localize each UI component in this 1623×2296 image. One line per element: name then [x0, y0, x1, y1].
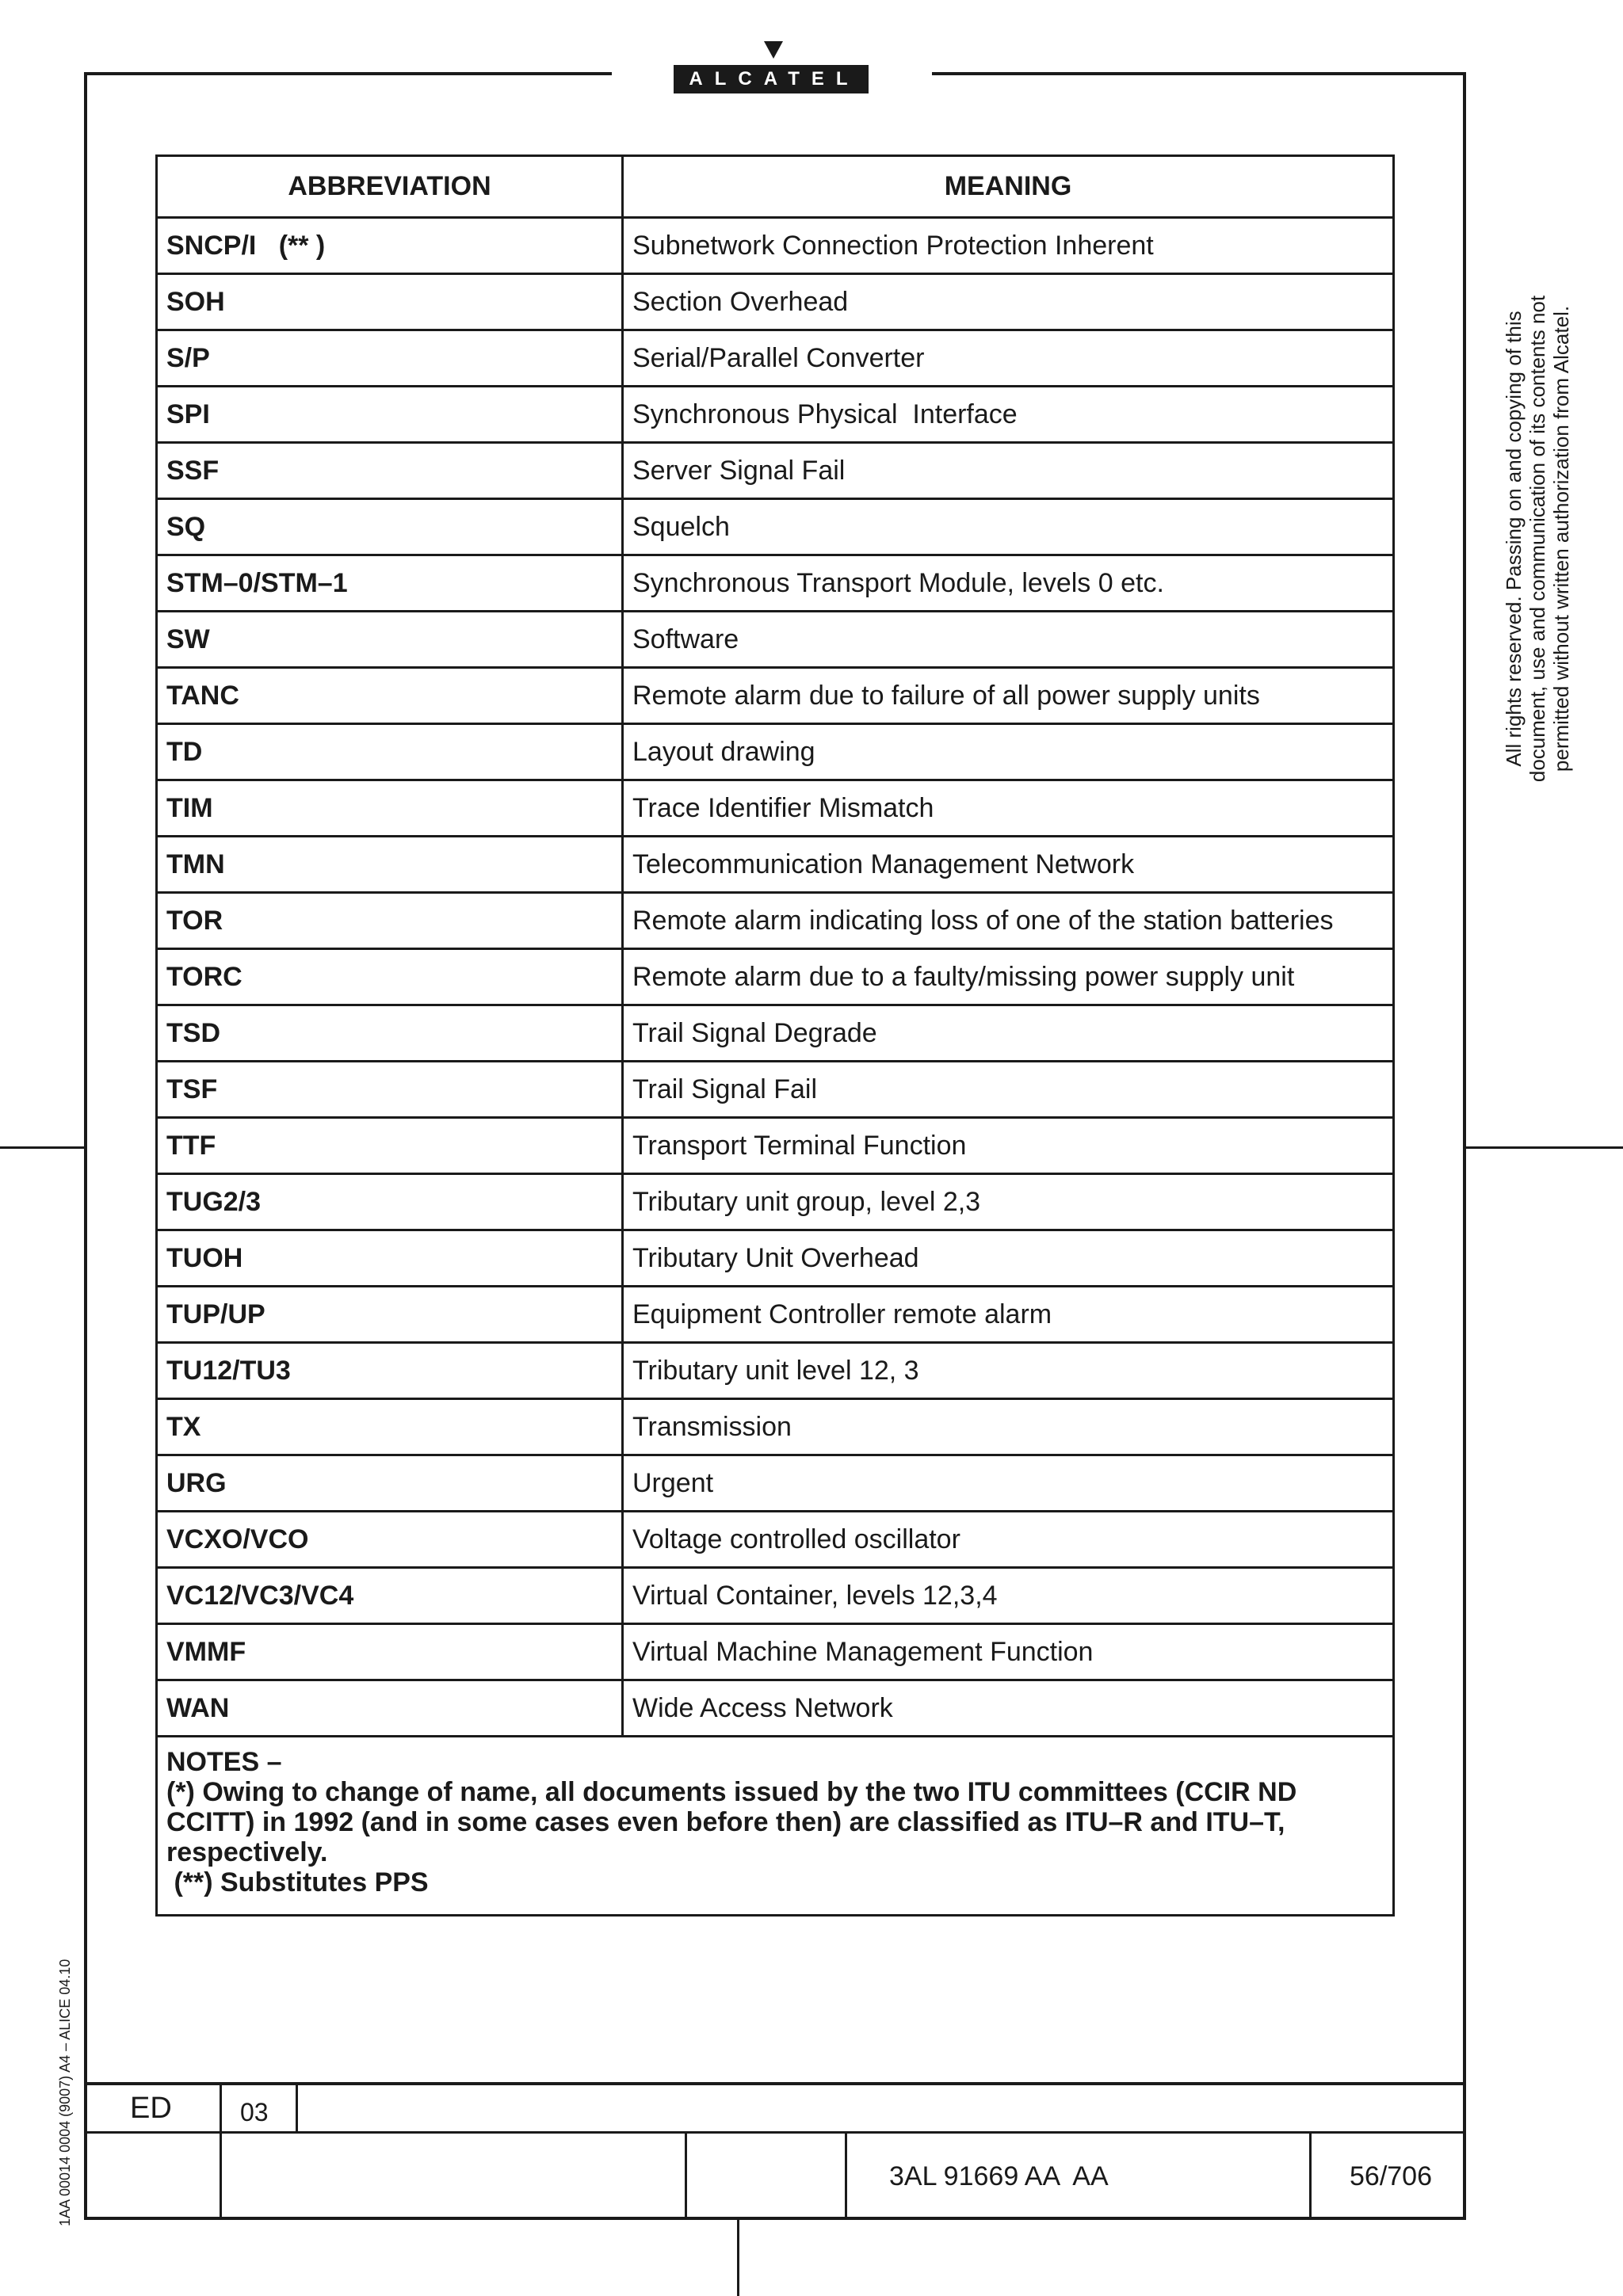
bottom-tick	[737, 2220, 739, 2296]
table-row	[157, 949, 1394, 1005]
edition-value: 03	[240, 2098, 269, 2126]
table-row	[157, 1680, 1394, 1737]
table-row	[157, 1005, 1394, 1062]
table-row	[157, 1287, 1394, 1343]
copyright-notice: All rights reserved. Passing on and copying of this document, use and communication of its contents not permitted without written authorization from Alcatel.	[1502, 295, 1573, 783]
form-code: 1AA 00014 0004 (9007) A4 – ALICE 04.10	[57, 1958, 73, 2226]
abbreviation-cell: SW	[157, 612, 623, 668]
abbreviation-cell: SNCP/I (** )	[157, 218, 623, 274]
frame-top-left	[84, 72, 612, 75]
abbreviation-cell: URG	[157, 1455, 623, 1512]
footer-col-4	[845, 2132, 847, 2218]
footer-top-rule	[84, 2082, 1466, 2085]
abbreviation-cell: TIM	[157, 780, 623, 837]
frame-top-right	[932, 72, 1466, 75]
table-row	[157, 499, 1394, 555]
abbreviation-cell: TSF	[157, 1062, 623, 1118]
meaning-cell: Transport Terminal Function	[623, 1118, 1394, 1174]
meaning-cell: Remote alarm due to a faulty/missing power supply unit	[623, 949, 1394, 1005]
abbreviation-cell: TTF	[157, 1118, 623, 1174]
note-pps: (**) Substitutes PPS	[166, 1867, 429, 1897]
meaning-cell: Remote alarm indicating loss of one of the station batteries	[623, 893, 1394, 949]
meaning-cell: Software	[623, 612, 1394, 668]
table-row	[157, 1174, 1394, 1230]
abbreviation-cell: WAN	[157, 1680, 623, 1737]
page-number: 56/706	[1350, 2161, 1432, 2191]
meaning-cell: Squelch	[623, 499, 1394, 555]
abbreviation-cell: TSD	[157, 1005, 623, 1062]
abbreviation-cell: SOH	[157, 274, 623, 330]
edition-label: ED	[130, 2092, 172, 2125]
table-row	[157, 724, 1394, 780]
meaning-cell: Virtual Machine Management Function	[623, 1624, 1394, 1680]
abbreviation-cell: TU12/TU3	[157, 1343, 623, 1399]
footer-col-3	[685, 2132, 687, 2218]
meaning-cell: Tributary unit group, level 2,3	[623, 1174, 1394, 1230]
table-row	[157, 893, 1394, 949]
table-row	[157, 555, 1394, 612]
abbreviation-cell: TMN	[157, 837, 623, 893]
notes-cell	[157, 1737, 1394, 1916]
table-row	[157, 780, 1394, 837]
footer-col-2	[296, 2084, 298, 2132]
meaning-cell: Trail Signal Degrade	[623, 1005, 1394, 1062]
meaning-cell: Remote alarm due to failure of all power supply units	[623, 668, 1394, 724]
meaning-cell: Tributary unit level 12, 3	[623, 1343, 1394, 1399]
header-meaning: MEANING	[623, 156, 1394, 218]
abbreviation-cell: SSF	[157, 443, 623, 499]
alcatel-logo: ALCATEL	[674, 65, 869, 93]
meaning-cell: Trail Signal Fail	[623, 1062, 1394, 1118]
meaning-cell: Subnetwork Connection Protection Inherent	[623, 218, 1394, 274]
table-row	[157, 274, 1394, 330]
meaning-cell: Voltage controlled oscillator	[623, 1512, 1394, 1568]
table-row	[157, 1399, 1394, 1455]
note-itu: (*) Owing to change of name, all documents issued by the two ITU committees (CCIR ND CCITT) in 1992 (and in some cases even before then) are classified as ITU–R and ITU–T, respectively.	[166, 1777, 1297, 1867]
table-row	[157, 1624, 1394, 1680]
meaning-cell: Synchronous Transport Module, levels 0 etc.	[623, 555, 1394, 612]
footer-col-5	[1309, 2132, 1312, 2218]
meaning-cell: Trace Identifier Mismatch	[623, 780, 1394, 837]
notes-heading: NOTES –	[166, 1747, 282, 1777]
abbreviation-cell: VC12/VC3/VC4	[157, 1568, 623, 1624]
table-row	[157, 668, 1394, 724]
fold-mark-left	[0, 1146, 84, 1149]
abbreviation-cell: SPI	[157, 387, 623, 443]
header-abbreviation: ABBREVIATION	[157, 156, 623, 218]
meaning-cell: Equipment Controller remote alarm	[623, 1287, 1394, 1343]
table-row	[157, 1230, 1394, 1287]
meaning-cell: Layout drawing	[623, 724, 1394, 780]
footer-mid-rule	[84, 2131, 1466, 2134]
logo-arrow-icon	[764, 41, 783, 59]
abbreviation-cell: STM–0/STM–1	[157, 555, 623, 612]
abbreviation-cell: TD	[157, 724, 623, 780]
frame-bottom	[84, 2217, 1466, 2220]
abbreviation-cell: SQ	[157, 499, 623, 555]
footer-col-1	[220, 2084, 222, 2218]
table-header-row	[157, 156, 1394, 218]
abbreviation-cell: TOR	[157, 893, 623, 949]
meaning-cell: Telecommunication Management Network	[623, 837, 1394, 893]
meaning-cell: Tributary Unit Overhead	[623, 1230, 1394, 1287]
table-row	[157, 1512, 1394, 1568]
table-row	[157, 612, 1394, 668]
meaning-cell: Server Signal Fail	[623, 443, 1394, 499]
meaning-cell: Synchronous Physical Interface	[623, 387, 1394, 443]
frame-left	[84, 72, 87, 2220]
table-row	[157, 218, 1394, 274]
meaning-cell: Section Overhead	[623, 274, 1394, 330]
table-row	[157, 1568, 1394, 1624]
abbreviation-cell: TANC	[157, 668, 623, 724]
table-row	[157, 1343, 1394, 1399]
abbreviation-cell: TUG2/3	[157, 1174, 623, 1230]
table-row	[157, 330, 1394, 387]
abbreviation-cell: TUOH	[157, 1230, 623, 1287]
table-row	[157, 1118, 1394, 1174]
abbreviation-cell: TUP/UP	[157, 1287, 623, 1343]
abbreviation-cell: S/P	[157, 330, 623, 387]
table-row	[157, 1455, 1394, 1512]
meaning-cell: Virtual Container, levels 12,3,4	[623, 1568, 1394, 1624]
table-row	[157, 387, 1394, 443]
abbreviation-cell: TX	[157, 1399, 623, 1455]
document-number: 3AL 91669 AA AA	[889, 2161, 1109, 2191]
abbreviation-cell: VMMF	[157, 1624, 623, 1680]
meaning-cell: Serial/Parallel Converter	[623, 330, 1394, 387]
meaning-cell: Wide Access Network	[623, 1680, 1394, 1737]
meaning-cell: Urgent	[623, 1455, 1394, 1512]
meaning-cell: Transmission	[623, 1399, 1394, 1455]
abbreviation-cell: TORC	[157, 949, 623, 1005]
table-row	[157, 1062, 1394, 1118]
notes-row	[157, 1737, 1394, 1916]
fold-mark-right	[1466, 1146, 1623, 1149]
table-row	[157, 837, 1394, 893]
abbreviation-table	[155, 154, 1395, 1917]
abbreviation-cell: VCXO/VCO	[157, 1512, 623, 1568]
table-row	[157, 443, 1394, 499]
